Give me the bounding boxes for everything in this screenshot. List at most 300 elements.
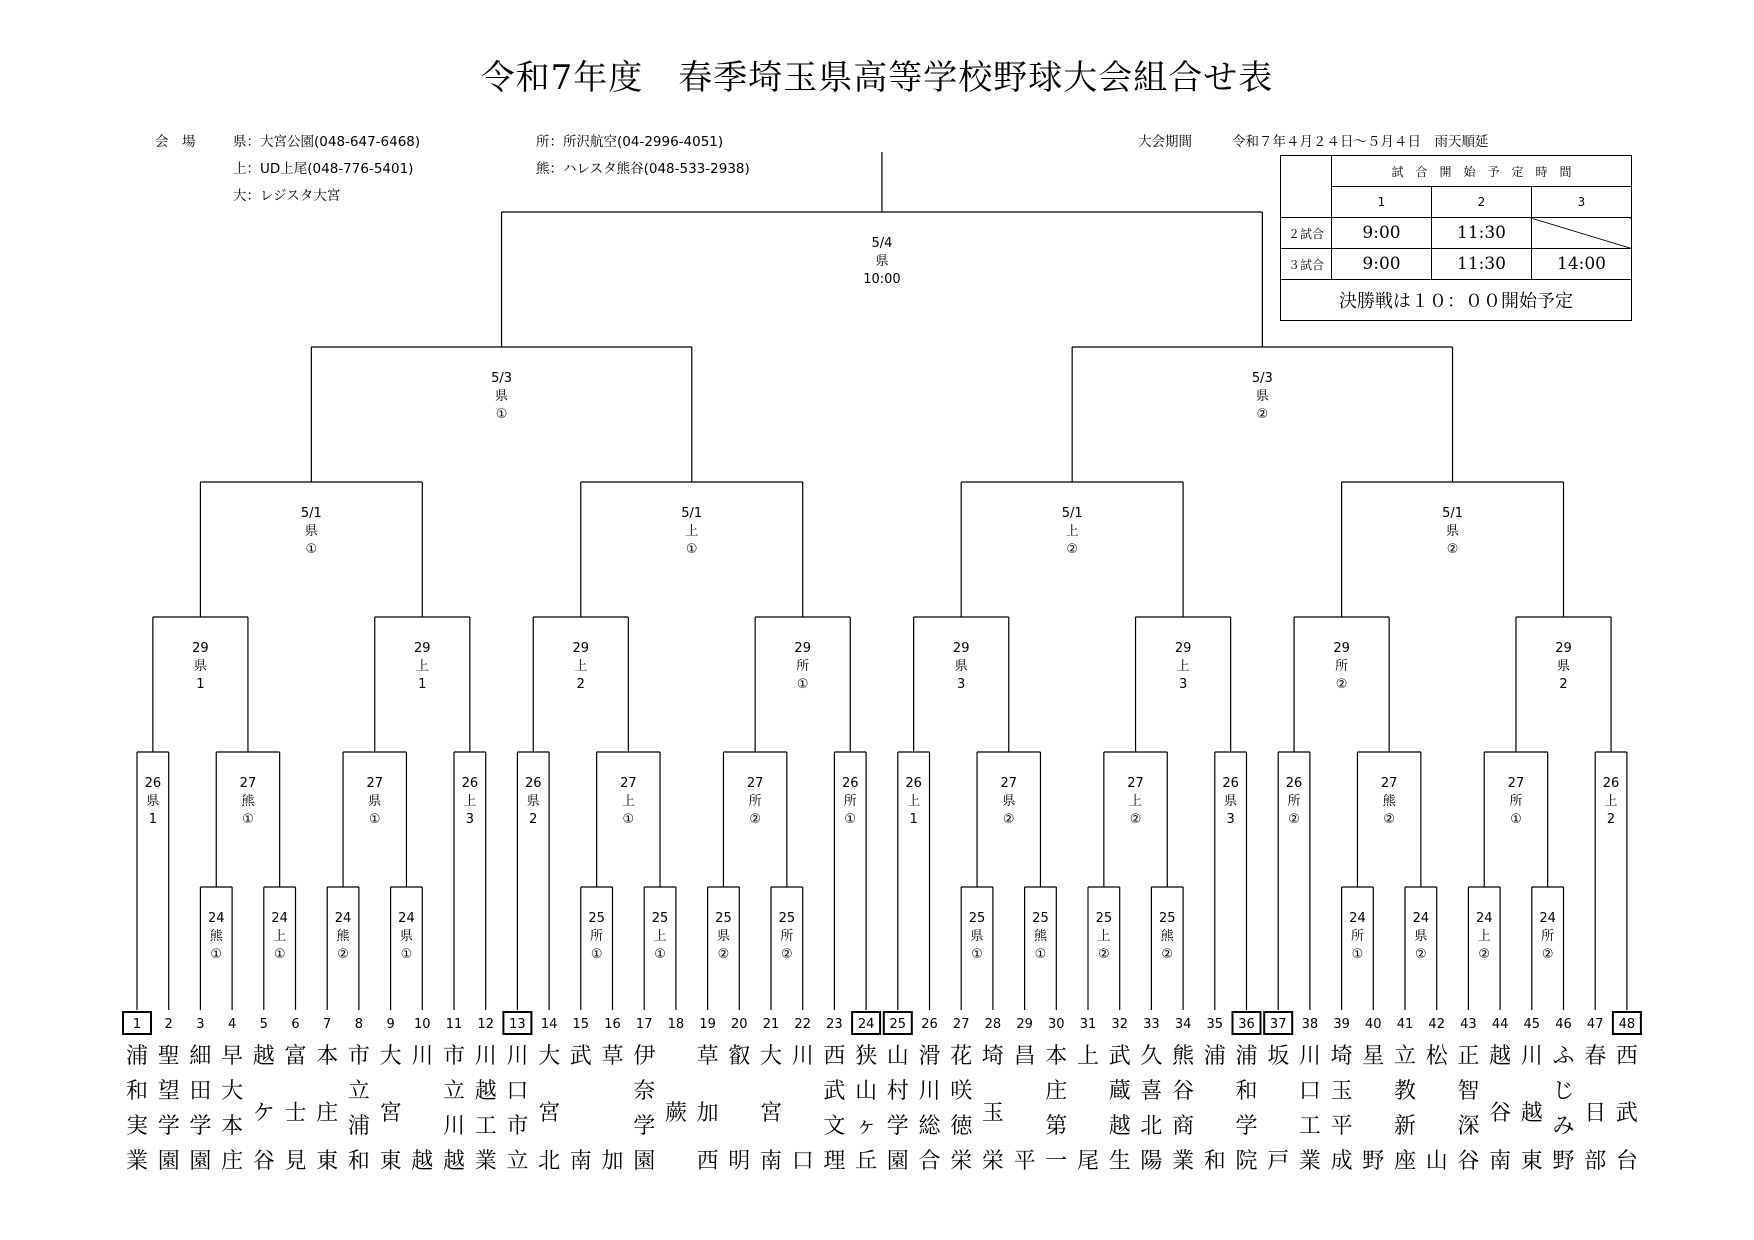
school-name-char: 伊 (633, 1044, 656, 1069)
team-number: 35 (1206, 1017, 1224, 1032)
match-r1-date: 24 (398, 911, 415, 926)
school-name-char: 坂 (1267, 1044, 1290, 1069)
match-r2b-venue: 上 (621, 794, 635, 809)
match-r2a-date: 26 (524, 776, 542, 791)
match-r3-venue: 所 (1335, 659, 1349, 674)
school-name-char: 業 (1298, 1149, 1321, 1174)
match-r1-game: ① (210, 947, 223, 962)
team-number: 11 (445, 1017, 463, 1032)
school-name-char: 越 (1108, 1114, 1131, 1139)
match-r2a-date: 26 (1222, 776, 1239, 791)
match-sf-venue: 県 (1255, 389, 1269, 404)
match-r1-date: 24 (1539, 911, 1556, 926)
school-name-char: 谷 (1457, 1149, 1480, 1174)
school-name-char: 熊 (1172, 1044, 1195, 1069)
school-name-char: 本 (221, 1114, 244, 1139)
school-name-char: 南 (1489, 1149, 1512, 1174)
school-name-char: 本 (316, 1044, 339, 1069)
match-qf-venue: 県 (304, 524, 318, 539)
venue-line: 所：所沢航空(04-2996-4051) (536, 134, 724, 150)
match-r2b-game: ① (368, 812, 381, 827)
school-name-char: 武 (569, 1044, 592, 1069)
match-r1-venue: 上 (1477, 929, 1491, 944)
match-r2a-game: 3 (465, 812, 474, 827)
match-qf-game: ① (305, 542, 318, 557)
match-r2b-date: 27 (1127, 776, 1144, 791)
school-name-char: 学 (1235, 1114, 1258, 1139)
school-name-char: 蔵 (1108, 1079, 1131, 1104)
school-name-char: 立 (506, 1149, 529, 1174)
team-number: 44 (1491, 1017, 1509, 1032)
match-r1-date: 25 (1095, 911, 1113, 926)
school-name-char: 業 (474, 1149, 497, 1174)
school-name-char: 北 (538, 1149, 561, 1174)
school-name-char: 和 (1235, 1079, 1258, 1104)
match-r1-venue: 熊 (209, 929, 223, 944)
schedule-col: 1 (1332, 187, 1432, 218)
school-name-char: 和 (347, 1149, 370, 1174)
match-r1-date: 24 (1412, 911, 1430, 926)
school-name-char: 越 (474, 1079, 497, 1104)
match-r2b-game: ② (1383, 812, 1395, 827)
match-qf-game: ② (1446, 542, 1459, 557)
school-name-char: 滑 (918, 1044, 941, 1069)
schedule-col: 3 (1532, 187, 1632, 218)
team-number: 6 (291, 1017, 300, 1032)
match-r2a-venue: 上 (1604, 794, 1618, 809)
match-r2a-venue: 上 (463, 794, 477, 809)
match-r2a-date: 26 (461, 776, 479, 791)
school-name-char: 栄 (950, 1149, 973, 1174)
school-name-char: み (1552, 1114, 1575, 1139)
school-name-char: 東 (1520, 1149, 1543, 1174)
school-name-char: 喜 (1140, 1079, 1163, 1104)
team-number: 26 (921, 1017, 938, 1032)
school-name-char: 武 (1615, 1101, 1638, 1126)
team-number: 8 (354, 1017, 364, 1032)
team-number: 3 (196, 1017, 205, 1032)
match-r2a-game: 2 (1606, 812, 1616, 827)
match-r1-date: 25 (1158, 911, 1176, 926)
match-r1-venue: 熊 (1033, 929, 1047, 944)
team-number: 27 (952, 1017, 970, 1032)
school-name-char: 市 (442, 1044, 466, 1069)
school-name-char: 大 (379, 1044, 402, 1069)
school-name-char: 星 (1362, 1044, 1385, 1069)
school-name-char: 正 (1457, 1044, 1480, 1069)
match-r3-game: 2 (1559, 677, 1568, 692)
school-name-char: 加 (601, 1149, 624, 1174)
period-value: 令和７年４月２４日～５月４日 雨天順延 (1232, 134, 1489, 150)
match-sf-game: ② (1256, 407, 1269, 422)
match-r1-venue: 上 (1097, 929, 1111, 944)
school-name-char: 実 (125, 1114, 149, 1139)
match-r1-date: 25 (715, 911, 732, 926)
school-name-char: 本 (1045, 1044, 1068, 1069)
school-name-char: 叡 (728, 1044, 751, 1069)
match-r1-date: 24 (271, 911, 288, 926)
school-name-char: 谷 (252, 1149, 275, 1174)
match-r1-game: ② (1161, 947, 1174, 962)
schedule-time: 14:00 (1532, 249, 1632, 280)
match-r1-game: ① (1351, 947, 1364, 962)
match-r2b-date: 27 (239, 776, 257, 791)
school-name-char: 谷 (1489, 1101, 1512, 1126)
school-name-char: 南 (759, 1149, 783, 1174)
school-name-char: 庄 (221, 1149, 244, 1174)
match-r2b-date: 27 (1000, 776, 1018, 791)
school-name-char: 一 (1045, 1149, 1068, 1174)
match-r1-date: 24 (207, 911, 225, 926)
match-r2a-date: 26 (1285, 776, 1303, 791)
school-name-char: 立 (442, 1079, 466, 1104)
school-name-char: 徳 (950, 1114, 973, 1139)
match-r3-game: ① (796, 677, 809, 692)
match-r2b-venue: 所 (1509, 794, 1523, 809)
team-number: 42 (1428, 1017, 1445, 1032)
team-number: 21 (762, 1017, 780, 1032)
match-r2a-venue: 県 (146, 794, 160, 809)
match-final-game: 10:00 (863, 272, 901, 287)
school-name-char: 村 (886, 1079, 909, 1104)
schedule-note: 決勝戦は１０：００開始予定 (1281, 280, 1632, 321)
period-label: 大会期間 (1138, 134, 1192, 150)
school-name-char: 聖 (157, 1044, 180, 1069)
match-r1-game: ① (590, 947, 603, 962)
team-number: 14 (540, 1017, 558, 1032)
school-name-char: 川 (411, 1044, 434, 1069)
school-name-char: 深 (1457, 1114, 1480, 1139)
school-name-char: 部 (1584, 1149, 1607, 1174)
school-name-char: 川 (442, 1114, 466, 1139)
team-number: 15 (572, 1017, 590, 1032)
school-name-char: 富 (284, 1044, 307, 1069)
school-name-char: 学 (189, 1114, 212, 1139)
school-name-char: 丘 (855, 1149, 878, 1174)
match-r2b-venue: 上 (1129, 794, 1143, 809)
school-name-char: 川 (791, 1044, 814, 1069)
school-name-char: 蕨 (664, 1101, 687, 1126)
match-r1-venue: 県 (716, 929, 730, 944)
match-r1-game: ② (1098, 947, 1110, 962)
school-name-char: 咲 (950, 1079, 973, 1104)
match-sf-date: 5/3 (1251, 371, 1273, 386)
school-name-char: 東 (316, 1149, 339, 1174)
match-r1-date: 24 (1475, 911, 1493, 926)
school-name-char: 川 (1298, 1044, 1321, 1069)
team-number: 13 (509, 1017, 526, 1032)
school-name-char: 東 (379, 1149, 402, 1174)
venue-line: 上：UD上尾(048-776-5401) (233, 161, 414, 177)
match-r2b-venue: 熊 (1382, 794, 1396, 809)
school-name-char: 越 (411, 1149, 434, 1174)
school-name-char: 春 (1584, 1044, 1607, 1069)
match-r1-date: 25 (968, 911, 986, 926)
school-name-char: 西 (696, 1149, 719, 1174)
match-sf-date: 5/3 (491, 371, 513, 386)
school-name-char: 埼 (1330, 1044, 1353, 1069)
match-r2a-venue: 所 (843, 794, 857, 809)
match-r2b-date: 27 (366, 776, 384, 791)
school-name-char: 細 (189, 1044, 212, 1069)
school-name-char: 学 (157, 1114, 180, 1139)
team-number: 5 (259, 1017, 268, 1032)
school-name-char: 宮 (538, 1101, 561, 1126)
school-name-char: 上 (1076, 1044, 1100, 1069)
match-r3-venue: 上 (1176, 659, 1190, 674)
match-r2b-game: ② (749, 812, 761, 827)
school-name-char: 園 (157, 1149, 180, 1174)
school-name-char: 武 (823, 1079, 846, 1104)
team-number: 23 (826, 1017, 843, 1032)
match-r1-game: ② (337, 947, 349, 962)
venue-line: 大：レジスタ大宮 (233, 188, 341, 204)
match-r1-venue: 県 (399, 929, 413, 944)
school-name-char: 見 (284, 1149, 307, 1174)
match-qf-venue: 上 (685, 524, 699, 539)
school-name-char: 越 (1489, 1044, 1512, 1069)
team-number: 36 (1238, 1017, 1255, 1032)
match-sf-game: ① (495, 407, 508, 422)
match-r2b-game: ① (242, 812, 254, 827)
school-name-char: 西 (1615, 1044, 1638, 1069)
team-number: 25 (889, 1017, 907, 1032)
school-name-char: 浦 (125, 1044, 149, 1069)
match-r2a-game: 1 (909, 812, 918, 827)
match-r3-date: 29 (1174, 641, 1192, 656)
school-name-char: 尾 (1076, 1149, 1100, 1174)
match-r2b-date: 27 (1380, 776, 1398, 791)
match-r1-game: ① (654, 947, 666, 962)
school-name-char: 川 (1520, 1044, 1543, 1069)
team-number: 41 (1396, 1017, 1414, 1032)
school-name-char: 庄 (316, 1101, 339, 1126)
school-name-char: 市 (347, 1044, 370, 1069)
match-r2b-date: 27 (746, 776, 764, 791)
match-r3-venue: 県 (954, 659, 968, 674)
school-name-char: 戸 (1267, 1149, 1290, 1174)
school-name-char: 口 (1298, 1079, 1321, 1104)
school-name-char: 日 (1584, 1101, 1607, 1126)
school-name-char: 浦 (347, 1114, 370, 1139)
match-r1-venue: 上 (273, 929, 287, 944)
team-number: 38 (1301, 1017, 1319, 1032)
venue-line: 県：大宮公園(048-647-6468) (233, 134, 421, 150)
match-r1-venue: 所 (1541, 929, 1555, 944)
match-final-venue: 県 (875, 254, 889, 269)
team-number: 9 (386, 1017, 395, 1032)
school-name-char: 園 (886, 1149, 909, 1174)
school-name-char: 大 (759, 1044, 783, 1069)
team-number: 24 (857, 1017, 875, 1032)
school-name-char: 奈 (633, 1079, 656, 1104)
match-r2b-game: ① (622, 812, 635, 827)
team-number: 39 (1333, 1017, 1350, 1032)
school-name-char: 商 (1172, 1114, 1195, 1139)
schedule-row-label: ３試合 (1281, 249, 1332, 280)
team-number: 47 (1586, 1017, 1604, 1032)
school-name-char: 園 (189, 1149, 212, 1174)
match-r2a-game: 3 (1226, 812, 1235, 827)
school-name-char: 大 (221, 1079, 244, 1104)
match-r1-game: ① (400, 947, 413, 962)
school-name-char: 総 (918, 1114, 941, 1139)
match-qf-game: ① (685, 542, 698, 557)
school-name-char: 川 (918, 1079, 941, 1104)
team-number: 2 (164, 1017, 173, 1032)
school-name-char: 立 (1393, 1044, 1417, 1069)
team-number: 12 (477, 1017, 494, 1032)
match-r3-game: ② (1335, 677, 1348, 692)
school-name-char: 園 (633, 1149, 656, 1174)
team-number: 4 (227, 1017, 237, 1032)
match-r3-date: 29 (572, 641, 590, 656)
match-r2a-game: ① (844, 812, 857, 827)
match-r2a-venue: 県 (1224, 794, 1238, 809)
school-name-char: 生 (1108, 1149, 1131, 1174)
match-qf-game: ② (1066, 542, 1078, 557)
school-name-char: 武 (1108, 1044, 1131, 1069)
team-number: 17 (635, 1017, 653, 1032)
schedule-time: 9:00 (1332, 249, 1432, 280)
school-name-char: 山 (886, 1044, 909, 1069)
school-name-char: 明 (728, 1149, 751, 1174)
team-number: 22 (794, 1017, 811, 1032)
school-name-char: じ (1552, 1079, 1575, 1104)
match-r3-venue: 上 (574, 659, 588, 674)
school-name-char: 合 (918, 1149, 941, 1174)
match-qf-date: 5/1 (681, 506, 703, 521)
schedule-time: 11:30 (1432, 249, 1532, 280)
school-name-char: 野 (1362, 1149, 1385, 1174)
match-r2b-venue: 所 (748, 794, 762, 809)
team-number: 29 (1016, 1017, 1033, 1032)
school-name-char: 栄 (981, 1149, 1004, 1174)
match-r1-venue: 上 (653, 929, 667, 944)
schedule-time: 11:30 (1432, 218, 1532, 249)
school-name-char: 教 (1393, 1079, 1417, 1104)
school-name-char: 山 (855, 1079, 878, 1104)
match-r1-date: 25 (651, 911, 669, 926)
school-name-char: 望 (157, 1079, 180, 1104)
school-name-char: 立 (347, 1079, 370, 1104)
team-number: 7 (323, 1017, 332, 1032)
school-name-char: 昌 (1013, 1044, 1036, 1069)
match-r1-date: 25 (778, 911, 796, 926)
school-name-char: 北 (1140, 1114, 1163, 1139)
match-r2b-date: 27 (620, 776, 637, 791)
school-name-char: 庄 (1045, 1079, 1068, 1104)
match-r1-game: ② (1541, 947, 1554, 962)
match-r1-venue: 熊 (336, 929, 350, 944)
schedule-col: 2 (1432, 187, 1532, 218)
match-r2a-game: ② (1288, 812, 1300, 827)
school-name-char: 越 (442, 1149, 466, 1174)
school-name-char: 花 (950, 1044, 973, 1069)
match-r1-venue: 県 (970, 929, 984, 944)
match-qf-date: 5/1 (300, 506, 322, 521)
team-number: 20 (731, 1017, 748, 1032)
school-name-char: 院 (1235, 1149, 1258, 1174)
school-name-char: 第 (1045, 1114, 1068, 1139)
match-r2a-date: 26 (905, 776, 922, 791)
schedule-header: 試 合 開 始 予 定 時 間 (1332, 156, 1632, 187)
school-name-char: 久 (1140, 1044, 1163, 1069)
school-name-char: 市 (506, 1114, 529, 1139)
match-r1-date: 24 (334, 911, 352, 926)
page-title: 令和7年度 春季埼玉県高等学校野球大会組合せ表 (480, 58, 1274, 98)
school-name-char: 越 (1520, 1101, 1543, 1126)
match-r1-date: 24 (1349, 911, 1366, 926)
team-number: 46 (1555, 1017, 1572, 1032)
match-qf-venue: 上 (1065, 524, 1079, 539)
match-r3-game: 2 (576, 677, 585, 692)
school-name-char: 浦 (1235, 1044, 1258, 1069)
match-r2a-game: 2 (529, 812, 538, 827)
match-r1-game: ① (273, 947, 286, 962)
school-name-char: 加 (696, 1101, 719, 1126)
school-name-char: 南 (569, 1149, 592, 1174)
school-name-char: 玉 (1330, 1079, 1353, 1104)
school-name-char: 平 (1013, 1149, 1036, 1174)
school-name-char: 業 (125, 1149, 149, 1174)
match-r1-venue: 熊 (1160, 929, 1174, 944)
match-r3-game: 1 (196, 677, 205, 692)
school-name-char: 口 (791, 1149, 814, 1174)
match-r2b-date: 27 (1507, 776, 1525, 791)
school-name-char: 智 (1457, 1079, 1480, 1104)
school-name-char: ヶ (855, 1114, 878, 1139)
school-name-char: 宮 (759, 1101, 783, 1126)
team-number: 37 (1269, 1017, 1287, 1032)
team-number: 31 (1079, 1017, 1097, 1032)
match-r1-game: ① (1034, 947, 1047, 962)
match-qf-date: 5/1 (1442, 506, 1464, 521)
match-r3-date: 29 (794, 641, 811, 656)
match-r2b-venue: 県 (1002, 794, 1016, 809)
team-number: 1 (132, 1017, 142, 1032)
school-name-char: 草 (696, 1044, 719, 1069)
venue-label: 会 場 (155, 134, 196, 150)
school-name-char: 士 (284, 1101, 307, 1126)
school-name-char: 浦 (1203, 1044, 1226, 1069)
school-name-char: 西 (823, 1044, 846, 1069)
match-r2a-venue: 上 (907, 794, 921, 809)
school-name-char: 埼 (981, 1044, 1004, 1069)
team-number: 34 (1174, 1017, 1192, 1032)
schedule-row-label: ２試合 (1281, 218, 1332, 249)
school-name-char: 新 (1393, 1114, 1417, 1139)
team-number: 48 (1618, 1017, 1636, 1032)
school-name-char: 越 (252, 1044, 275, 1069)
match-sf-venue: 県 (495, 389, 509, 404)
team-number: 32 (1111, 1017, 1128, 1032)
match-r1-venue: 所 (780, 929, 794, 944)
school-name-char: 和 (125, 1079, 149, 1104)
school-name-char: 川 (474, 1044, 497, 1069)
school-name-char: 早 (221, 1044, 244, 1069)
match-r2b-game: ② (1002, 812, 1015, 827)
match-r3-date: 29 (1555, 641, 1572, 656)
match-r3-venue: 県 (193, 659, 207, 674)
school-name-char: 谷 (1172, 1079, 1195, 1104)
match-r1-game: ① (971, 947, 983, 962)
match-final-date: 5/4 (871, 236, 893, 251)
match-r2b-venue: 県 (368, 794, 382, 809)
match-r3-date: 29 (952, 641, 970, 656)
school-name-char: 成 (1330, 1149, 1353, 1174)
match-r1-game: ② (1478, 947, 1491, 962)
